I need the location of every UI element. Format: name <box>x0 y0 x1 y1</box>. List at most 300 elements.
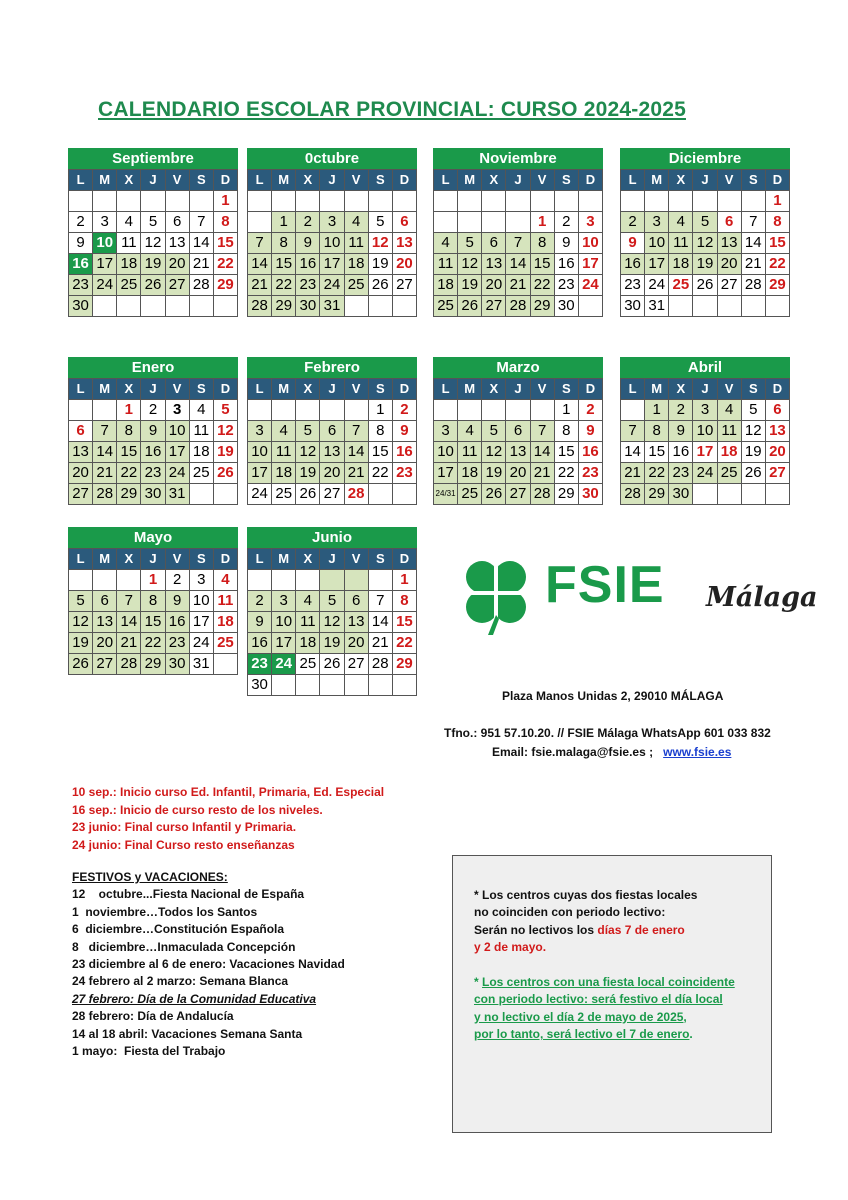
day-cell: 20 <box>93 633 117 654</box>
phone: Tfno.: 951 57.10.20. // FSIE Málaga WhatsApp 601 033 832 <box>444 726 771 740</box>
month-title: Noviembre <box>433 148 603 169</box>
week-row <box>69 212 238 233</box>
week-row <box>248 484 417 505</box>
day-cell: 5 <box>693 212 717 233</box>
month-february <box>247 357 417 505</box>
week-row <box>434 484 603 505</box>
week-row <box>621 254 790 275</box>
day-cell: 14 <box>248 254 272 275</box>
calendar-grid <box>247 548 417 696</box>
day-cell: 17 <box>320 254 344 275</box>
day-cell: 18 <box>189 442 213 463</box>
day-cell <box>717 191 741 212</box>
day-cell: 28 <box>530 484 554 505</box>
day-cell: 7 <box>248 233 272 254</box>
weekday-header: L <box>69 170 93 191</box>
day-cell: 10 <box>578 233 602 254</box>
note-span: Serán no lectivos los <box>474 922 598 937</box>
day-cell <box>621 191 645 212</box>
day-cell: 14 <box>741 233 765 254</box>
day-cell <box>578 296 602 317</box>
month-may <box>68 527 238 675</box>
day-cell: 23 <box>296 275 320 296</box>
day-cell: 27 <box>506 484 530 505</box>
day-cell: 1 <box>765 191 789 212</box>
day-cell: 4 <box>669 212 693 233</box>
day-cell <box>645 191 669 212</box>
day-cell: 17 <box>272 633 296 654</box>
weekday-header: D <box>392 549 416 570</box>
day-cell <box>320 191 344 212</box>
weekday-header: V <box>165 379 189 400</box>
day-cell <box>320 570 344 591</box>
day-cell: 29 <box>117 484 141 505</box>
day-cell: 25 <box>344 275 368 296</box>
day-cell: 30 <box>669 484 693 505</box>
day-cell: 4 <box>344 212 368 233</box>
week-row <box>434 212 603 233</box>
day-cell <box>117 191 141 212</box>
week-row <box>621 442 790 463</box>
day-cell <box>248 212 272 233</box>
week-row <box>248 570 417 591</box>
day-cell: 9 <box>141 421 165 442</box>
day-cell: 3 <box>189 570 213 591</box>
note-span-green: por lo tanto, será lectivo el 7 de enero <box>474 1027 690 1042</box>
day-cell: 7 <box>621 421 645 442</box>
day-cell <box>693 296 717 317</box>
day-cell: 11 <box>434 254 458 275</box>
day-cell: 25 <box>296 654 320 675</box>
day-cell: 5 <box>741 400 765 421</box>
day-cell <box>344 296 368 317</box>
weekday-header: X <box>296 170 320 191</box>
day-cell: 5 <box>213 400 237 421</box>
day-cell: 2 <box>578 400 602 421</box>
week-row <box>434 421 603 442</box>
day-cell: 18 <box>458 463 482 484</box>
day-cell: 4 <box>458 421 482 442</box>
calendar-grid <box>68 169 238 317</box>
day-cell: 4 <box>117 212 141 233</box>
note-span-red: días 7 de enero <box>597 922 685 937</box>
day-cell: 6 <box>506 421 530 442</box>
day-cell: 1 <box>141 570 165 591</box>
holidays-list <box>72 869 345 1060</box>
day-cell: 19 <box>141 254 165 275</box>
week-row <box>434 275 603 296</box>
day-cell: 26 <box>741 463 765 484</box>
holidays-heading: FESTIVOS y VACACIONES: <box>72 870 228 884</box>
day-cell: 3 <box>93 212 117 233</box>
day-cell: 28 <box>93 484 117 505</box>
day-cell: 29 <box>554 484 578 505</box>
day-cell: 14 <box>189 233 213 254</box>
logo-text: FSIE <box>545 556 665 614</box>
day-cell: 22 <box>141 633 165 654</box>
week-row <box>248 591 417 612</box>
day-cell <box>189 484 213 505</box>
day-cell: 6 <box>69 421 93 442</box>
day-cell: 19 <box>320 633 344 654</box>
week-row <box>248 463 417 484</box>
note-text <box>474 887 735 1044</box>
day-cell: 2 <box>141 400 165 421</box>
day-cell: 24 <box>165 463 189 484</box>
weekday-header: X <box>296 549 320 570</box>
week-row <box>248 191 417 212</box>
month-title: Mayo <box>68 527 238 548</box>
weekday-header: M <box>645 379 669 400</box>
week-row <box>248 233 417 254</box>
day-cell <box>482 400 506 421</box>
day-cell <box>189 191 213 212</box>
day-cell: 10 <box>434 442 458 463</box>
day-cell: 22 <box>213 254 237 275</box>
month-title: Junio <box>247 527 417 548</box>
calendar-grid <box>620 169 790 317</box>
week-row <box>434 400 603 421</box>
day-cell: 19 <box>368 254 392 275</box>
weekday-header: D <box>578 170 602 191</box>
week-row <box>621 212 790 233</box>
day-cell: 23 <box>392 463 416 484</box>
weekday-header: J <box>141 549 165 570</box>
day-cell: 10 <box>93 233 117 254</box>
day-cell: 12 <box>320 612 344 633</box>
day-cell: 25 <box>117 275 141 296</box>
day-cell: 6 <box>717 212 741 233</box>
day-cell: 8 <box>117 421 141 442</box>
day-cell: 14 <box>368 612 392 633</box>
day-cell: 21 <box>117 633 141 654</box>
day-cell: 7 <box>530 421 554 442</box>
week-row <box>248 254 417 275</box>
month-title: Febrero <box>247 357 417 378</box>
day-cell: 3 <box>434 421 458 442</box>
day-cell: 3 <box>248 421 272 442</box>
day-cell: 11 <box>296 612 320 633</box>
day-cell: 19 <box>458 275 482 296</box>
day-cell: 8 <box>554 421 578 442</box>
day-cell: 16 <box>141 442 165 463</box>
weekday-header: X <box>296 379 320 400</box>
weekday-header: L <box>248 549 272 570</box>
day-cell <box>554 191 578 212</box>
day-cell: 10 <box>165 421 189 442</box>
day-cell: 27 <box>344 654 368 675</box>
day-cell: 4 <box>272 421 296 442</box>
day-cell: 26 <box>693 275 717 296</box>
month-title: Septiembre <box>68 148 238 169</box>
day-cell: 10 <box>189 591 213 612</box>
day-cell: 20 <box>69 463 93 484</box>
day-cell <box>344 570 368 591</box>
day-cell: 16 <box>578 442 602 463</box>
weekday-header: L <box>69 379 93 400</box>
day-cell <box>434 212 458 233</box>
day-cell: 14 <box>93 442 117 463</box>
day-cell: 29 <box>213 275 237 296</box>
day-cell: 24 <box>320 275 344 296</box>
day-cell: 2 <box>554 212 578 233</box>
day-cell: 17 <box>693 442 717 463</box>
day-cell <box>530 400 554 421</box>
day-cell <box>506 400 530 421</box>
weekday-header: M <box>93 170 117 191</box>
day-cell: 16 <box>669 442 693 463</box>
day-cell: 22 <box>117 463 141 484</box>
weekday-header: L <box>434 379 458 400</box>
day-cell: 2 <box>392 400 416 421</box>
month-title: Enero <box>68 357 238 378</box>
day-cell: 13 <box>344 612 368 633</box>
day-cell: 18 <box>434 275 458 296</box>
month-title: 0ctubre <box>247 148 417 169</box>
website-link[interactable]: www.fsie.es <box>663 745 732 759</box>
day-cell: 16 <box>69 254 93 275</box>
day-cell: 1 <box>368 400 392 421</box>
weekday-header: J <box>320 379 344 400</box>
month-january <box>68 357 238 505</box>
day-cell: 2 <box>621 212 645 233</box>
week-row <box>69 442 238 463</box>
day-cell: 22 <box>645 463 669 484</box>
day-cell: 19 <box>693 254 717 275</box>
day-cell <box>165 296 189 317</box>
day-cell: 30 <box>554 296 578 317</box>
calendar-grid <box>620 378 790 505</box>
day-cell: 23 <box>165 633 189 654</box>
month-december <box>620 148 790 317</box>
weekday-header: M <box>272 379 296 400</box>
day-cell <box>717 484 741 505</box>
week-row <box>69 275 238 296</box>
weekday-header: M <box>645 170 669 191</box>
key-date: 24 junio: Final Curso resto enseñanzas <box>72 837 295 852</box>
day-cell: 24 <box>189 633 213 654</box>
day-cell: 28 <box>248 296 272 317</box>
day-cell: 19 <box>296 463 320 484</box>
day-cell <box>117 570 141 591</box>
weekday-header: S <box>554 170 578 191</box>
key-date: 23 junio: Final curso Infantil y Primaria. <box>72 820 297 834</box>
day-cell: 4 <box>213 570 237 591</box>
day-cell: 17 <box>189 612 213 633</box>
day-cell: 7 <box>344 421 368 442</box>
weekday-header: J <box>141 170 165 191</box>
day-cell: 2 <box>248 591 272 612</box>
day-cell: 27 <box>717 275 741 296</box>
day-cell: 5 <box>69 591 93 612</box>
weekday-header: L <box>621 170 645 191</box>
day-cell <box>368 570 392 591</box>
day-cell: 12 <box>741 421 765 442</box>
day-cell: 27 <box>93 654 117 675</box>
day-cell: 4 <box>189 400 213 421</box>
email[interactable]: Email: fsie.malaga@fsie.es ; <box>492 745 654 759</box>
day-cell: 31 <box>165 484 189 505</box>
day-cell: 9 <box>554 233 578 254</box>
day-cell: 20 <box>344 633 368 654</box>
day-cell: 8 <box>272 233 296 254</box>
day-cell: 15 <box>368 442 392 463</box>
weekday-header: M <box>458 379 482 400</box>
week-row <box>434 442 603 463</box>
day-cell <box>392 296 416 317</box>
week-row <box>248 675 417 696</box>
day-cell: 27 <box>165 275 189 296</box>
week-row <box>69 484 238 505</box>
weekday-header: S <box>189 170 213 191</box>
day-cell: 11 <box>669 233 693 254</box>
day-cell: 13 <box>717 233 741 254</box>
week-row <box>69 612 238 633</box>
day-cell: 22 <box>530 275 554 296</box>
day-cell <box>296 400 320 421</box>
day-cell <box>69 570 93 591</box>
day-cell: 21 <box>93 463 117 484</box>
note-star: * <box>474 975 483 990</box>
day-cell: 27 <box>69 484 93 505</box>
day-cell <box>93 400 117 421</box>
day-cell: 7 <box>506 233 530 254</box>
weekday-header: X <box>117 170 141 191</box>
day-cell <box>69 400 93 421</box>
week-row <box>434 254 603 275</box>
day-cell: 15 <box>213 233 237 254</box>
day-cell <box>189 296 213 317</box>
day-cell: 5 <box>141 212 165 233</box>
day-cell: 25 <box>717 463 741 484</box>
day-cell <box>344 400 368 421</box>
day-cell: 11 <box>344 233 368 254</box>
day-cell: 21 <box>530 463 554 484</box>
weekday-header: V <box>717 379 741 400</box>
day-cell: 18 <box>717 442 741 463</box>
day-cell: 27 <box>392 275 416 296</box>
day-cell: 6 <box>165 212 189 233</box>
day-cell: 3 <box>165 400 189 421</box>
day-cell: 26 <box>213 463 237 484</box>
day-cell: 12 <box>693 233 717 254</box>
note-line: no coinciden con periodo lectivo: <box>474 905 666 920</box>
week-row <box>69 570 238 591</box>
day-cell: 20 <box>392 254 416 275</box>
day-cell: 29 <box>530 296 554 317</box>
day-cell: 4 <box>296 591 320 612</box>
weekday-header: J <box>320 549 344 570</box>
day-cell: 30 <box>621 296 645 317</box>
day-cell <box>392 191 416 212</box>
week-row <box>248 633 417 654</box>
day-cell: 21 <box>506 275 530 296</box>
day-cell: 29 <box>272 296 296 317</box>
weekday-header: V <box>165 549 189 570</box>
day-cell: 22 <box>368 463 392 484</box>
day-cell: 8 <box>141 591 165 612</box>
weekday-header: S <box>368 170 392 191</box>
day-cell: 4 <box>717 400 741 421</box>
weekday-header: V <box>717 170 741 191</box>
day-cell: 23 <box>248 654 272 675</box>
day-cell: 2 <box>669 400 693 421</box>
day-cell: 7 <box>368 591 392 612</box>
day-cell: 30 <box>248 675 272 696</box>
day-cell <box>93 570 117 591</box>
day-cell: 3 <box>272 591 296 612</box>
day-cell: 15 <box>530 254 554 275</box>
weekday-header: X <box>669 170 693 191</box>
day-cell <box>693 191 717 212</box>
day-cell <box>434 191 458 212</box>
day-cell <box>621 400 645 421</box>
day-cell <box>272 675 296 696</box>
day-cell <box>248 191 272 212</box>
day-cell: 6 <box>482 233 506 254</box>
day-cell <box>93 296 117 317</box>
day-cell: 11 <box>717 421 741 442</box>
day-cell: 9 <box>69 233 93 254</box>
weekday-header: L <box>621 379 645 400</box>
day-cell: 22 <box>392 633 416 654</box>
day-cell: 8 <box>530 233 554 254</box>
holiday-item: 24 febrero al 2 marzo: Semana Blanca <box>72 974 289 989</box>
day-cell: 11 <box>117 233 141 254</box>
day-cell: 13 <box>506 442 530 463</box>
day-cell <box>368 296 392 317</box>
day-cell <box>213 296 237 317</box>
day-cell: 15 <box>554 442 578 463</box>
week-row <box>621 191 790 212</box>
week-row <box>248 296 417 317</box>
holiday-item: 6 diciembre…Constitución Española <box>72 922 285 937</box>
day-cell: 14 <box>344 442 368 463</box>
month-april <box>620 357 790 505</box>
month-september <box>68 148 238 317</box>
weekday-header: X <box>482 170 506 191</box>
day-cell: 8 <box>645 421 669 442</box>
weekday-header: V <box>344 549 368 570</box>
calendar-grid <box>68 378 238 505</box>
day-cell: 3 <box>320 212 344 233</box>
day-cell: 15 <box>765 233 789 254</box>
weekday-header: J <box>141 379 165 400</box>
day-cell: 28 <box>621 484 645 505</box>
day-cell: 15 <box>645 442 669 463</box>
day-cell: 30 <box>296 296 320 317</box>
day-cell: 21 <box>344 463 368 484</box>
weekday-header: X <box>117 549 141 570</box>
week-row <box>248 442 417 463</box>
day-cell: 9 <box>669 421 693 442</box>
day-cell: 23 <box>578 463 602 484</box>
day-cell: 5 <box>296 421 320 442</box>
day-cell: 3 <box>645 212 669 233</box>
day-cell: 12 <box>458 254 482 275</box>
day-cell: 18 <box>669 254 693 275</box>
day-cell: 21 <box>621 463 645 484</box>
day-cell: 5 <box>482 421 506 442</box>
day-cell <box>296 570 320 591</box>
day-cell <box>296 191 320 212</box>
day-cell: 19 <box>482 463 506 484</box>
day-cell: 25 <box>458 484 482 505</box>
day-cell: 10 <box>248 442 272 463</box>
day-cell: 9 <box>248 612 272 633</box>
day-cell: 23 <box>621 275 645 296</box>
day-cell: 25 <box>213 633 237 654</box>
